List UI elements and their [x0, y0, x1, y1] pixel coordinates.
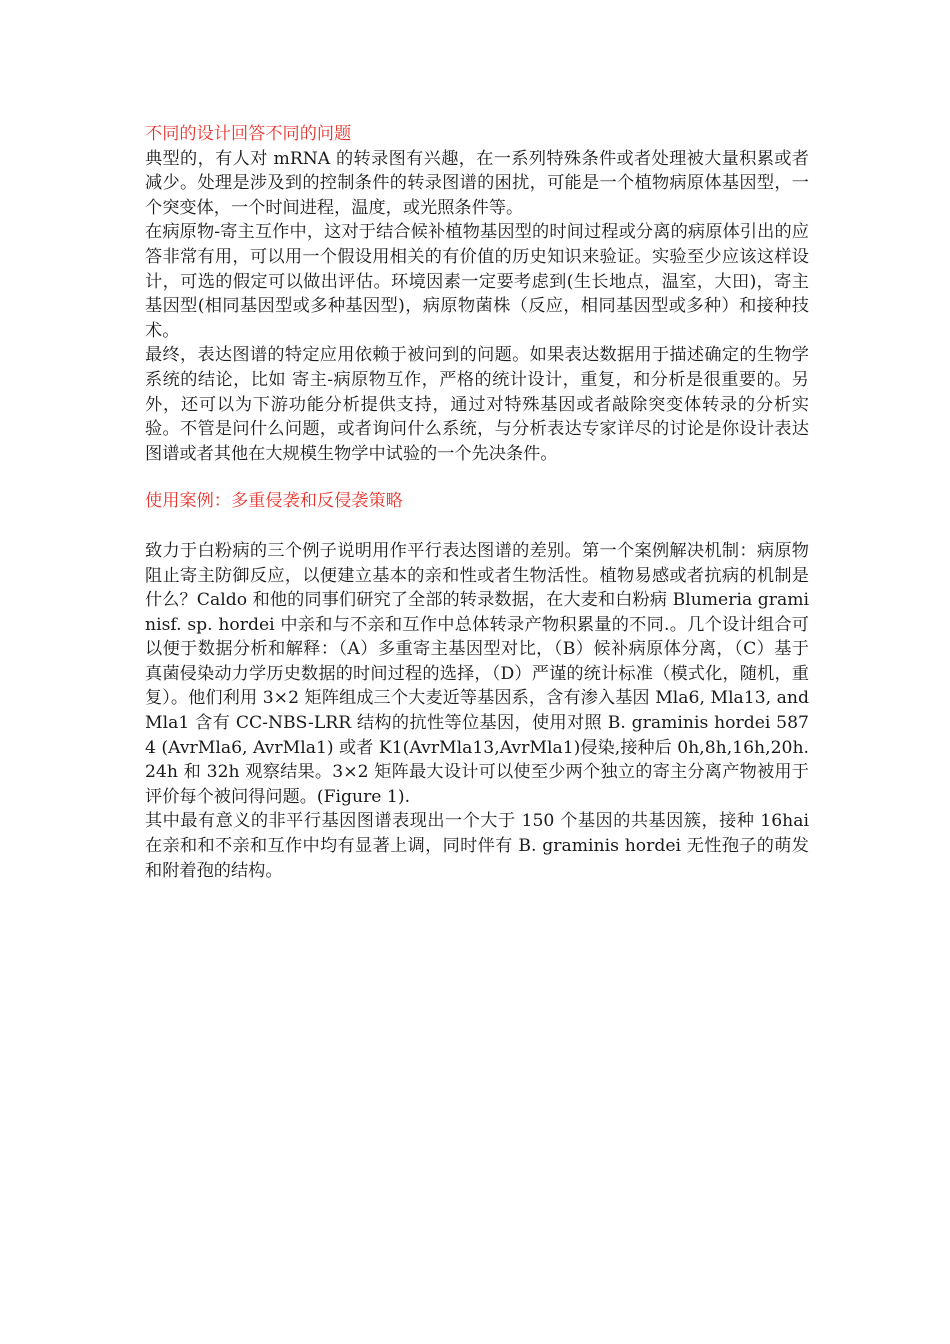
paragraph-5: 其中最有意义的非平行基因图谱表现出一个大于 150 个基因的共基因簇，接种 16hai 在亲和和不亲和互作中均有显著上调，同时伴有 B. graminis hordei 无性孢子的萌发和附着孢的结构。: [145, 811, 809, 881]
paragraph-2: 在病原物-寄主互作中，这对于结合候补植物基因型的时间过程或分离的病原体引出的应答非常有用，可以用一个假设用相关的有价值的历史知识来验证。实验至少应该这样设计，可选的假定可以做出评估。环境因素一定要考虑到(生长地点，温室，大田)，寄主基因型(相同基因型或多种基因型)，病原物菌株（反应，相同基因型或多种）和接种技术。: [145, 222, 809, 341]
paragraph-3: 最终，表达图谱的特定应用依赖于被问到的问题。如果表达数据用于描述确定的生物学系统的结论，比如 寄主-病原物互作，严格的统计设计，重复，和分析是很重要的。另外，还可以为下游功能分析提供支持，通过对特殊基因或者敲除突变体转录的分析实验。不管是问什么问题，或者询问什么系统，与分析表达专家详尽的讨论是你设计表达图谱或者其他在大规模生物学中试验的一个先决条件。: [145, 345, 809, 464]
section-heading-case: 使用案例：多重侵袭和反侵袭策略: [145, 491, 403, 512]
document-page: [145, 122, 809, 883]
section-heading-design: 不同的设计回答不同的问题: [145, 124, 352, 144]
paragraph-4: 致力于白粉病的三个例子说明用作平行表达图谱的差别。第一个案例解决机制：病原物阻止寄主防御反应，以便建立基本的亲和性或者生物活性。植物易感或者抗病的机制是什么？Caldo 和他的同事们研究了全部的转录数据，在大麦和白粉病 Blumeria graminisf. sp. hordei 中亲和与不亲和互作中总体转录产物积累量的不同.。几个设计组合可以便于数据分析和解释：（A）多重寄主基因型对比，（B）候补病原体分离，（C）基于真菌侵染动力学历史数据的时间过程的选择，（D）严谨的统计标准（模式化，随机，重复）。他们利用 3×2 矩阵组成三个大麦近等基因系，含有渗入基因 Mla6, Mla13, and Mla1 含有 CC-NBS-LRR 结构的抗性等位基因，使用对照 B. graminis hordei 5874 (AvrMla6, AvrMla1) 或者 K1(AvrMla13,AvrMla1)侵染,接种后 0h,8h,16h,20h.24h 和 32h 观察结果。3×2 矩阵最大设计可以使至少两个独立的寄主分离产物被用于评价每个被问得问题。(Figure 1).: [145, 540, 809, 807]
paragraph-1: 典型的，有人对 mRNA 的转录图有兴趣，在一系列特殊条件或者处理被大量积累或者减少。处理是涉及到的控制条件的转录图谱的困扰，可能是一个植物病原体基因型，一个突变体，一个时间进程，温度，或光照条件等。: [145, 148, 809, 218]
